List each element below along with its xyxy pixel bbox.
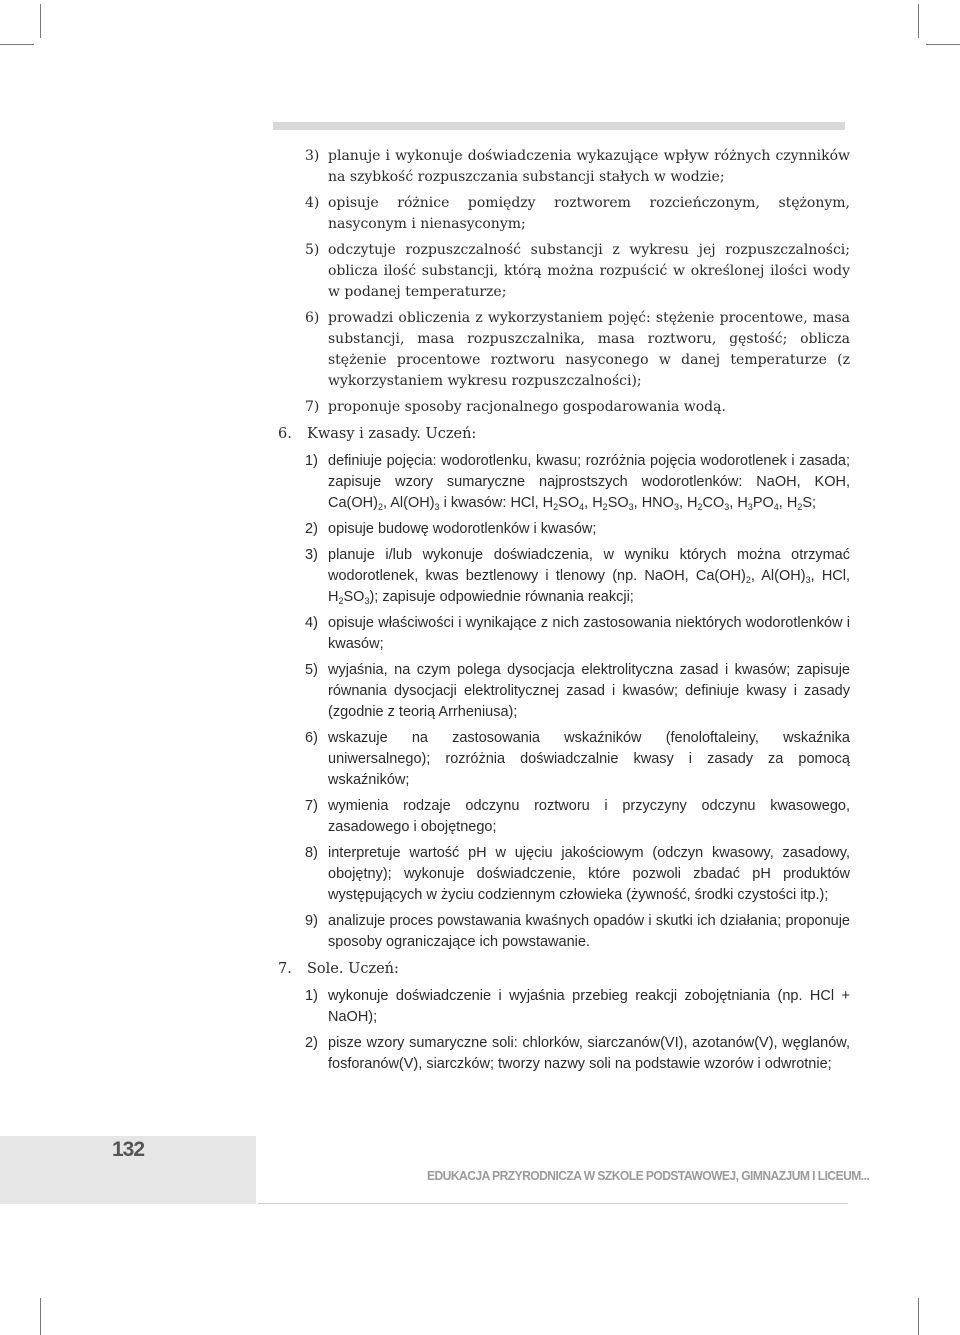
header-bar (273, 122, 845, 130)
list-item: 4) opisuje różnice pomiędzy roztworem rozcieńczonym, stężonym, nasyconym i nienasyconym; (305, 195, 850, 232)
list-item: 2) pisze wzory sumaryczne soli: chlorków, siarczanów(VI), azotanów(V), węglanów, fosforanów(V), siarczków; tworzy nazwy soli na podstawie wzorów i odwrotnie; (305, 1035, 850, 1072)
footer-rule (258, 1203, 848, 1204)
list-item: 9) analizuje proces powstawania kwaśnych opadów i skutki ich działania; proponuje sposoby ograniczające ich powstawanie. (305, 913, 850, 950)
section-heading: 7. Sole. Uczeń: (278, 961, 399, 977)
section-heading: 6. Kwasy i zasady. Uczeń: (278, 426, 477, 442)
crop-mark (918, 4, 919, 38)
list-item: 2) opisuje budowę wodorotlenków i kwasów; (305, 521, 597, 537)
crop-mark (918, 1298, 919, 1335)
crop-mark (0, 44, 34, 45)
running-footer: EDUKACJA PRZYRODNICZA W SZKOLE PODSTAWOWEJ, GIMNAZJUM I LICEUM... (427, 1168, 870, 1183)
list-item: 1) wykonuje doświadczenie i wyjaśnia przebieg reakcji zobojętniania (np. HCl + NaOH); (305, 988, 850, 1025)
page-content (278, 146, 850, 1080)
list-item: 5) odczytuje rozpuszczalność substancji z wykresu jej rozpuszczalności; oblicza ilość substancji, którą można rozpuścić w określonej ilości wody w podanej temperaturze; (305, 242, 850, 300)
list-item: 3) planuje i/lub wykonuje doświadczenia, w wyniku których można otrzymać wodorotlenek, kwas beztlenowy i tlenowy (np. NaOH, $Ca(OH)_2$, $Al(OH)_3$, HCl, $H_2SO_3$); zapisuje odpowiednie równania reakcji; (305, 547, 851, 606)
list-item: 6) wskazuje na zastosowania wskaźników (fenoloftaleiny, wskaźnika uniwersalnego); rozróżnia doświadczalnie kwasy i zasady za pomocą wskaźników; (305, 730, 850, 788)
crop-mark (40, 4, 41, 38)
list-item: 8) interpretuje wartość pH w ujęciu jakościowym (odczyn kwasowy, zasadowy, obojętny); wykonuje doświadczenie, które pozwoli zbadać pH produktów występujących w życiu codziennym człowieka (żywność, środki czystości itp.); (305, 845, 850, 903)
page-number: 132 (112, 1138, 145, 1161)
crop-mark (40, 1298, 41, 1335)
list-item: 7) wymienia rodzaje odczynu roztworu i przyczyny odczynu kwasowego, zasadowego i obojętnego; (305, 798, 850, 835)
list-item: 5) wyjaśnia, na czym polega dysocjacja elektrolityczna zasad i kwasów; zapisuje równania dysocjacji elektrolitycznej zasad i kwasów; definiuje kwasy i zasady (zgodnie z teorią Arrheniusa); (305, 662, 850, 720)
list-item: 4) opisuje właściwości i wynikające z nich zastosowania niektórych wodorotlenków i kwasów; (305, 615, 850, 652)
list-item: 6) prowadzi obliczenia z wykorzystaniem pojęć: stężenie procentowe, masa substancji, masa rozpuszczalnika, masa roztworu, gęstość; oblicza stężenie procentowe roztworu nasyconego w danej temperaturze (z wykorzystaniem wykresu rozpuszczalności); (305, 310, 850, 389)
list-item: 7) proponuje sposoby racjonalnego gospodarowania wodą. (305, 399, 726, 415)
list-item: 1) definiuje pojęcia: wodorotlenku, kwasu; rozróżnia pojęcia wodorotlenek i zasada; zapisuje wzory sumaryczne najprostszych wodorotlenków: NaOH, KOH, $Ca(OH)_2$, $Al(OH)_3$ i kwasów: HCl, $H_2SO_4$, $H_2SO_3$, $HNO_3$, $H_2CO_3$, $H_3PO_4$, $H_2S$; (305, 453, 850, 512)
list-item: 3) planuje i wykonuje doświadczenia wykazujące wpływ różnych czynników na szybkość rozpuszczania substancji stałych w wodzie; (305, 148, 850, 185)
crop-mark (926, 44, 960, 45)
